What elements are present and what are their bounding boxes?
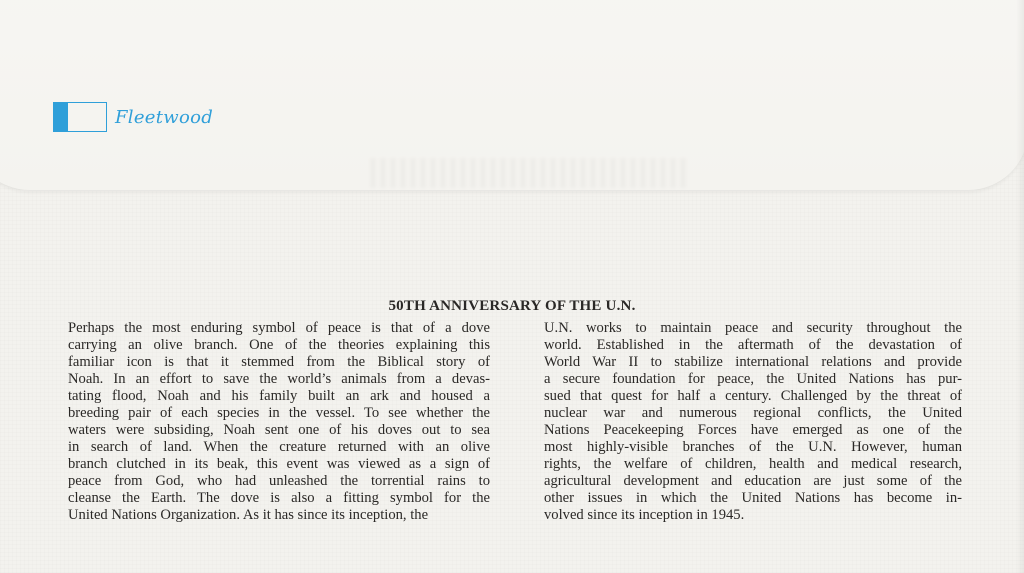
text-line: breeding pair of each species in the vessel. To see whether the: [68, 405, 490, 421]
page-title: 50TH ANNIVERSARY OF THE U.N.: [388, 298, 636, 314]
text-line: volved since its inception in 1945.: [544, 507, 745, 523]
logo-wordmark: Fleetwood: [115, 106, 214, 128]
text-line: nuclear war and numerous regional conflicts, the United: [544, 405, 962, 421]
text-line: in search of land. When the creature returned with an olive: [68, 439, 490, 455]
text-line: Nations Peacekeeping Forces have emerged as one of the: [544, 422, 962, 438]
envelope-edge-shadow: [1016, 0, 1024, 573]
text-line: peace from God, who had unleashed the torrential rains to: [68, 473, 490, 489]
text-line: carrying an olive branch. One of the theories explaining this: [68, 337, 490, 353]
text-line: cleanse the Earth. The dove is also a fitting symbol for the: [68, 490, 490, 506]
text-line: most highly-visible branches of the U.N. However, human: [544, 439, 962, 455]
text-line: branch clutched in its beak, this event was viewed as a sign of: [68, 456, 490, 472]
text-line: familiar icon is that it stemmed from the Biblical story of: [68, 354, 490, 370]
text-line: World War II to stabilize international relations and provide: [544, 354, 962, 370]
text-line: a secure foundation for peace, the United Nations has pur-: [544, 371, 962, 387]
text-line: Noah. In an effort to save the world’s animals from a devas-: [68, 371, 490, 387]
show-through-print: [370, 158, 690, 188]
text-column-left: [68, 320, 490, 524]
text-line: United Nations Organization. As it has since its inception, the: [68, 507, 429, 523]
logo-mark-icon: [53, 102, 107, 132]
text-line: other issues in which the United Nations has become in-: [544, 490, 962, 506]
text-column-right: [544, 320, 962, 524]
text-line: agricultural development and education are just some of the: [544, 473, 962, 489]
text-line: rights, the welfare of children, health and medical research,: [544, 456, 962, 472]
text-line: tating flood, Noah and his family built an ark and housed a: [68, 388, 490, 404]
fleetwood-logo: [53, 101, 213, 133]
text-line: sued that quest for half a century. Challenged by the threat of: [544, 388, 962, 404]
text-line: U.N. works to maintain peace and security throughout the: [544, 320, 962, 336]
text-line: waters were subsiding, Noah sent one of his doves out to sea: [68, 422, 490, 438]
text-line: Perhaps the most enduring symbol of peace is that of a dove: [68, 320, 490, 336]
text-line: world. Established in the aftermath of the devastation of: [544, 337, 962, 353]
